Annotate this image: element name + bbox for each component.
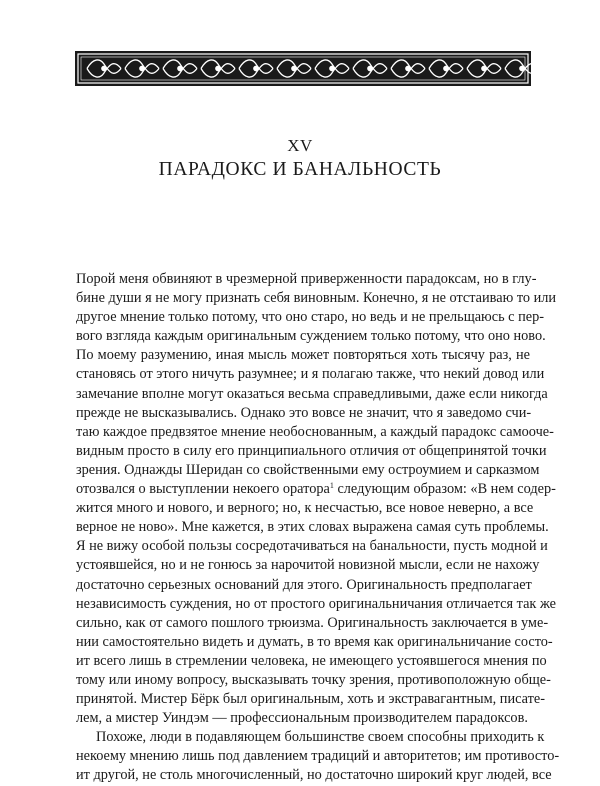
ornament-bud: [330, 66, 334, 70]
text-line: сильно, как от самого пошлого трюизма. Оригинальность заключается в уме-: [76, 614, 549, 631]
text-line: ит другой, не столь многочисленный, но достаточно широкий круг людей, все: [76, 767, 552, 784]
text-line: зрения. Однажды Шеридан со свойственными ему остроумием и сарказмом: [76, 461, 540, 478]
text-line: достаточно серьезных оснований для этого. Оригинальность предполагает: [76, 576, 532, 593]
text-line: ит всего лишь в стремлении человека, не имеющего устоявшегося мнения по: [76, 652, 547, 669]
text-line: Порой меня обвиняют в чрезмерной приверженности парадоксам, но в глу-: [76, 271, 537, 287]
ornament-bud: [178, 66, 182, 70]
ornament-bud: [102, 66, 106, 70]
text-line: другое мнение только потому, что оно старо, но ведь и не прельщаюсь с пер-: [76, 309, 544, 326]
text-line: лем, а мистер Уиндэм — профессиональным производителем парадоксов.: [76, 710, 528, 727]
text-line: таю каждое предвзятое мнение необоснованным, а каждый парадокс самооче-: [76, 423, 554, 440]
ornament-bud: [406, 66, 410, 70]
chapter-title: ПАРАДОКС И БАНАЛЬНОСТЬ: [158, 159, 442, 180]
ornament-bud: [520, 66, 524, 70]
text-line: Похоже, люди в подавляющем большинстве своем способны приходить к: [96, 729, 545, 746]
text-line: Я не вижу особой пользы сосредотачиваться на банальности, пусть модной и: [76, 538, 548, 555]
text-fragment: отозвался о выступлении некоего оратора: [76, 481, 330, 498]
ornament-bud: [292, 66, 296, 70]
ornament-bud: [140, 66, 144, 70]
text-line: тому или иному вопросу, высказывать точку зрения, противоположную обще-: [76, 671, 551, 688]
text-line: верное не ново». Мне кажется, в этих словах выражена самая суть проблемы.: [76, 519, 549, 536]
ornament-band: [75, 51, 531, 86]
text-line: нии самостоятельно видеть и думать, в то время как оригинальничание состо-: [76, 633, 553, 650]
text-line: независимость суждения, но от простого оригинальничания отличается так же: [76, 595, 556, 612]
text-line-with-footnote: [76, 480, 556, 499]
footnote-marker: 1: [329, 481, 334, 491]
text-line: замечание вполне могут оказаться весьма справедливыми, даже если никогда: [76, 385, 548, 402]
ornament-bud: [216, 66, 220, 70]
body-text: [76, 270, 560, 786]
text-line: устоявшейся, но и не гонюсь за нарочитой новизной мысли, если не нахожу: [76, 557, 540, 574]
ornament-bud: [368, 66, 372, 70]
text-line: бине души я не могу признать себя виновным. Конечно, я не отстаиваю то или: [76, 290, 557, 307]
text-line: видным просто в силу его принципиального отличия от общепринятой точки: [76, 442, 547, 459]
text-line: По моему разумению, иная мысль может повторяться хоть тысячу раз, не: [76, 347, 530, 364]
text-line: жится много и нового, и верного; но, к несчастью, все новое неверно, а все: [76, 500, 534, 517]
chapter-number: XV: [287, 136, 313, 155]
ornament-bud: [444, 66, 448, 70]
text-line: принятой. Мистер Бёрк был оригинальным, хоть и экстравагантным, писате-: [76, 691, 545, 708]
floral-ornament-band-icon: [75, 51, 531, 86]
text-line: становясь от этого ничуть разумнее; и я полагаю также, что некий довод или: [76, 366, 545, 383]
text-fragment: следующим образом: «В нем содер-: [333, 481, 556, 498]
ornament-bud: [482, 66, 486, 70]
ornament-bud: [254, 66, 258, 70]
text-line: некоему мнению лишь под давлением традиций и авторитетов; им противосто-: [76, 748, 560, 765]
text-line: прежде не высказывались. Однако это вовсе не значит, что я заведомо счи-: [76, 404, 532, 421]
text-line: вого взгляда каждым оригинальным суждением только потому, что оно ново.: [76, 328, 546, 345]
